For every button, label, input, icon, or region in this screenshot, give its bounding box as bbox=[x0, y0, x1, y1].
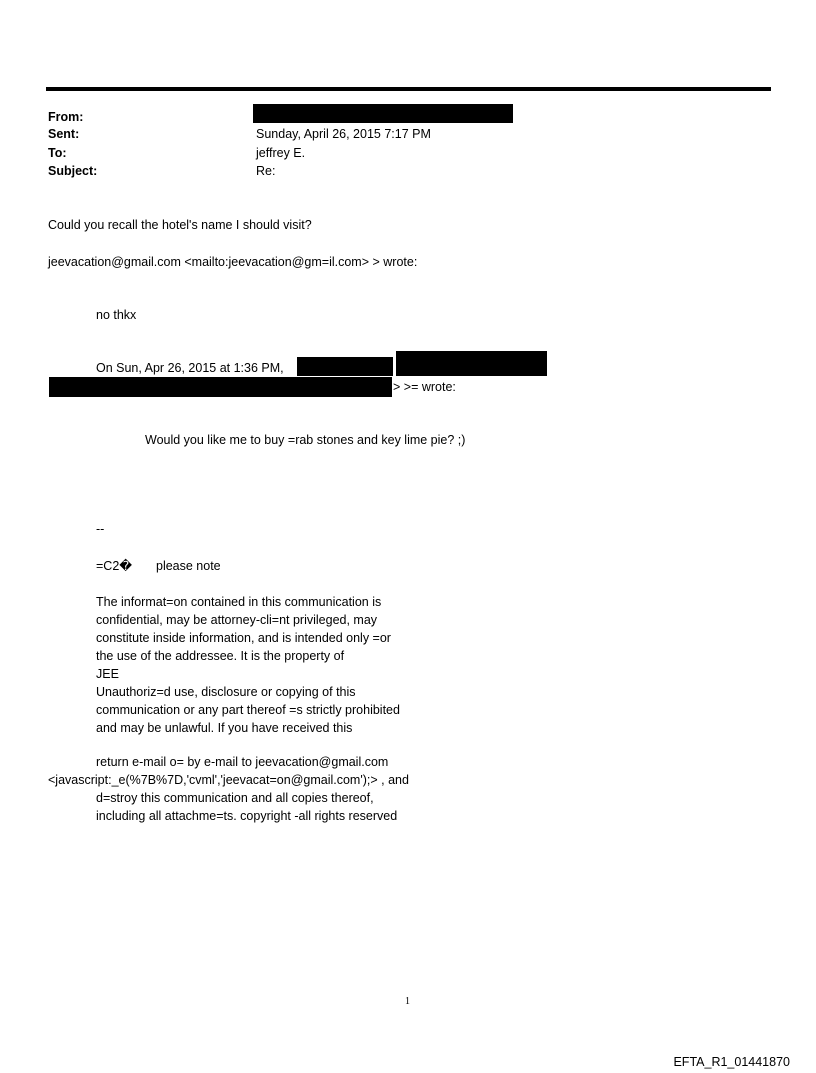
javascript-line: <javascript:_e(%7B%7D,'cvml','jeevacat=on@gmail.com');> , and bbox=[48, 773, 409, 787]
disclaimer-line: and may be unlawful. If you have received this bbox=[96, 721, 353, 735]
to-value: jeffrey E. bbox=[256, 146, 306, 160]
from-redaction bbox=[253, 104, 513, 123]
disclaimer-line: Unauthoriz=d use, disclosure or copying of this bbox=[96, 685, 356, 699]
disclaimer-line: confidential, may be attorney-cli=nt privileged, may bbox=[96, 613, 378, 627]
note-text: please note bbox=[156, 559, 221, 573]
disclaimer-block bbox=[96, 593, 400, 737]
reply-text: no thkx bbox=[96, 308, 137, 322]
sent-value: Sunday, April 26, 2015 7:17 PM bbox=[256, 127, 431, 141]
page-number: 1 bbox=[405, 996, 410, 1007]
document-id: EFTA_R1_01441870 bbox=[673, 1055, 790, 1069]
question-line: Could you recall the hotel's name I should visit? bbox=[48, 218, 312, 232]
sender-redaction-2 bbox=[396, 351, 547, 376]
from-label: From: bbox=[48, 110, 84, 124]
disclaimer-line: JEE bbox=[96, 667, 119, 681]
signature-separator: -- bbox=[96, 522, 105, 536]
header-rule bbox=[46, 87, 771, 91]
inner-message: Would you like me to buy =rab stones and key lime pie? ;) bbox=[145, 433, 466, 447]
return-line: return e-mail o= by e-mail to jeevacation@gmail.com bbox=[96, 755, 389, 769]
sender-redaction-1 bbox=[297, 357, 393, 376]
disclaimer-line: the use of the addressee. It is the property of bbox=[96, 649, 345, 663]
subject-label: Subject: bbox=[48, 164, 98, 178]
note-prefix: =C2� bbox=[96, 559, 133, 573]
sent-label: Sent: bbox=[48, 127, 80, 141]
disclaimer-line: constitute inside information, and is intended only =or bbox=[96, 631, 391, 645]
wrote-suffix: > >= wrote: bbox=[393, 380, 456, 394]
disclaimer-line: communication or any part thereof =s strictly prohibited bbox=[96, 703, 400, 717]
destroy-line: d=stroy this communication and all copies thereof, bbox=[96, 791, 374, 805]
subject-value: Re: bbox=[256, 164, 276, 178]
on-date-line: On Sun, Apr 26, 2015 at 1:36 PM, bbox=[96, 361, 284, 375]
sender-redaction-3 bbox=[49, 377, 392, 397]
quote-line: jeevacation@gmail.com <mailto:jeevacation@gm=il.com> > wrote: bbox=[48, 255, 418, 269]
destroy-line: including all attachme=ts. copyright -all rights reserved bbox=[96, 809, 398, 823]
to-label: To: bbox=[48, 146, 67, 160]
disclaimer-line: The informat=on contained in this communication is bbox=[96, 595, 382, 609]
